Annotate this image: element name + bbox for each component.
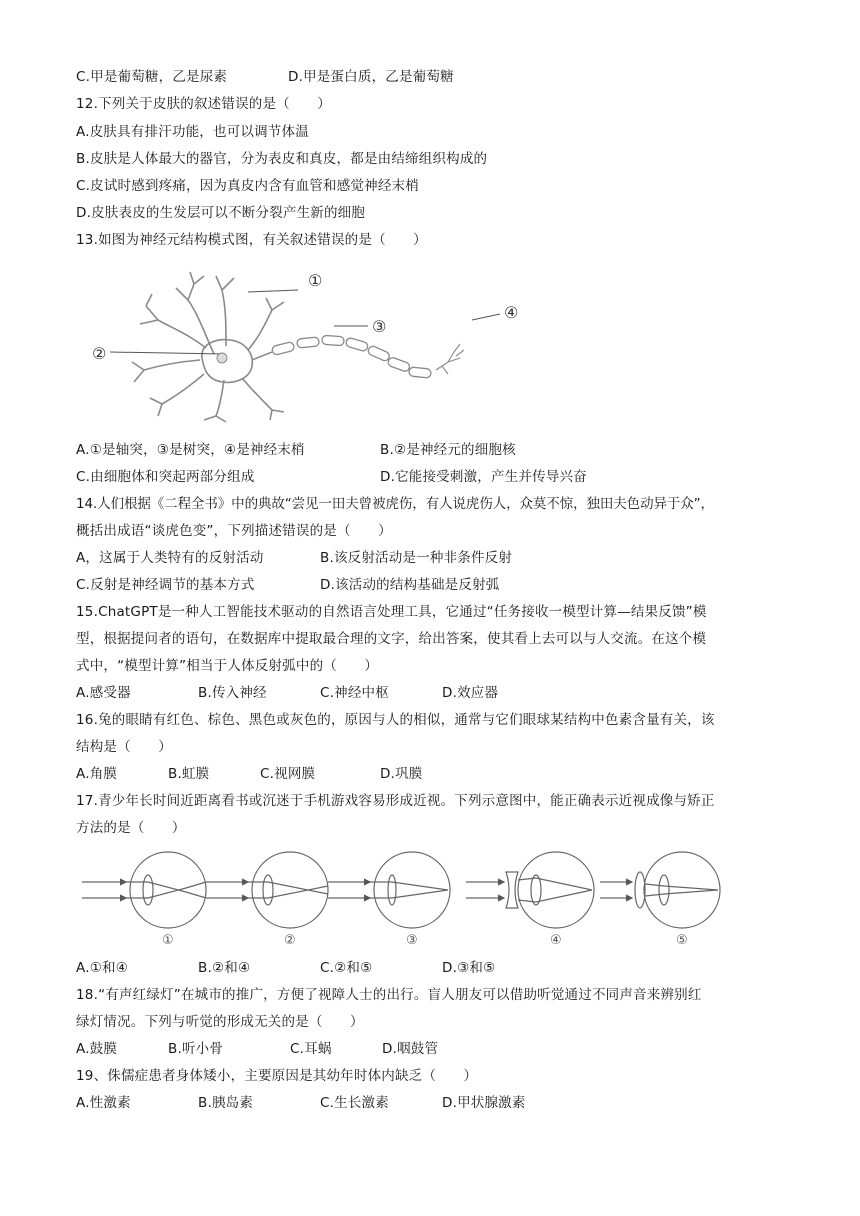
q18-option-c: C.耳蜗 bbox=[290, 1041, 332, 1057]
q15-option-a: A.感受器 bbox=[76, 685, 131, 701]
q17-stem-2: 方法的是（ ） bbox=[76, 820, 186, 836]
q16-stem-2: 结构是（ ） bbox=[76, 739, 172, 755]
q11-option-d: D.甲是蛋白质，乙是葡萄糖 bbox=[288, 69, 454, 85]
eye-label-2: ② bbox=[284, 933, 296, 948]
eye-diagram-3 bbox=[328, 852, 450, 928]
q15-option-b: B.传入神经 bbox=[198, 685, 267, 701]
q18-option-a: A.鼓膜 bbox=[76, 1041, 118, 1057]
eye-diagram-2 bbox=[206, 852, 328, 928]
q14-option-a: A，这属于人类特有的反射活动 bbox=[76, 550, 264, 566]
q13-option-c: C.由细胞体和突起两部分组成 bbox=[76, 469, 255, 485]
q16-option-b: B.虹膜 bbox=[168, 766, 210, 782]
eye-diagrams bbox=[76, 848, 736, 953]
q12-option-c: C.皮试时感到疼痛，因为真皮内含有血管和感觉神经末梢 bbox=[76, 178, 419, 194]
q14-option-d: D.该活动的结构基础是反射弧 bbox=[320, 577, 500, 593]
neuron-drawing bbox=[110, 272, 500, 422]
q17-stem-1: 17.青少年长时间近距离看书或沉迷于手机游戏容易形成近视。下列示意图中，能正确表示近视成像与矫正 bbox=[76, 793, 715, 809]
eye-diagram-1 bbox=[82, 852, 206, 928]
q15-option-d: D.效应器 bbox=[442, 685, 499, 701]
eye-label-5: ⑤ bbox=[676, 933, 688, 948]
q13-option-d: D.它能接受刺激，产生并传导兴奋 bbox=[380, 469, 587, 485]
q13-stem: 13.如图为神经元结构模式图，有关叙述错误的是（ ） bbox=[76, 232, 427, 248]
eye-label-3: ③ bbox=[406, 933, 418, 948]
q15-stem-2: 型，根据提问者的语句，在数据库中提取最合理的文字，给出答案，使其看上去可以与人交流。在这个模 bbox=[76, 631, 707, 647]
q18-option-b: B.听小骨 bbox=[168, 1041, 224, 1057]
q14-option-b: B.该反射活动是一种非条件反射 bbox=[320, 550, 513, 566]
label-3: ③ bbox=[372, 317, 387, 336]
q17-option-b: B.②和④ bbox=[198, 960, 251, 976]
label-1: ① bbox=[308, 271, 323, 290]
eye-diagram-5 bbox=[600, 852, 720, 928]
q12-stem: 12.下列关于皮肤的叙述错误的是（ ） bbox=[76, 96, 331, 112]
myelin-sheath bbox=[271, 335, 431, 378]
cell-nucleus bbox=[217, 353, 227, 363]
q15-stem-1: 15.ChatGPT是一种人工智能技术驱动的自然语言处理工具，它通过“任务接收一模型计算—结果反馈”模 bbox=[76, 604, 707, 620]
q19-stem: 19、侏儒症患者身体矮小，主要原因是其幼年时体内缺乏（ ） bbox=[76, 1068, 478, 1084]
q13-option-b: B.②是神经元的细胞核 bbox=[380, 442, 516, 458]
q17-option-d: D.③和⑤ bbox=[442, 960, 496, 976]
q19-option-a: A.性激素 bbox=[76, 1095, 131, 1111]
q14-stem-2: 概括出成语“谈虎色变”，下列描述错误的是（ ） bbox=[76, 523, 392, 539]
q15-stem-3: 式中，“模型计算”相当于人体反射弧中的（ ） bbox=[76, 658, 379, 674]
neuron-diagram bbox=[76, 262, 546, 427]
q18-option-d: D.咽鼓管 bbox=[382, 1041, 439, 1057]
q16-option-d: D.巩膜 bbox=[380, 766, 423, 782]
q15-option-c: C.神经中枢 bbox=[320, 685, 389, 701]
q16-option-a: A.角膜 bbox=[76, 766, 118, 782]
q12-option-d: D.皮肤表皮的生发层可以不断分裂产生新的细胞 bbox=[76, 205, 366, 221]
q11-option-c: C.甲是葡萄糖，乙是尿素 bbox=[76, 69, 228, 85]
q16-stem-1: 16.兔的眼睛有红色、棕色、黑色或灰色的，原因与人的相似，通常与它们眼球某结构中色素含量有关，该 bbox=[76, 712, 715, 728]
q17-option-c: C.②和⑤ bbox=[320, 960, 373, 976]
q16-option-c: C.视网膜 bbox=[260, 766, 316, 782]
q12-option-b: B.皮肤是人体最大的器官，分为表皮和真皮，都是由结缔组织构成的 bbox=[76, 151, 488, 167]
q19-option-b: B.胰岛素 bbox=[198, 1095, 254, 1111]
q14-stem-1: 14.人们根据《二程全书》中的典故“尝见一田夫曾被虎伤，有人说虎伤人，众莫不惊，独田夫色动异于众”， bbox=[76, 496, 714, 512]
q19-option-d: D.甲状腺激素 bbox=[442, 1095, 526, 1111]
eye-label-4: ④ bbox=[550, 933, 562, 948]
q19-option-c: C.生长激素 bbox=[320, 1095, 389, 1111]
q17-option-a: A.①和④ bbox=[76, 960, 128, 976]
q18-stem-2: 绿灯情况。下列与听觉的形成无关的是（ ） bbox=[76, 1014, 364, 1030]
q13-option-a: A.①是轴突，③是树突，④是神经末梢 bbox=[76, 442, 305, 458]
eye-label-1: ① bbox=[162, 933, 174, 948]
label-4: ④ bbox=[504, 303, 519, 322]
q12-option-a: A.皮肤具有排汗功能，也可以调节体温 bbox=[76, 124, 309, 140]
label-2: ② bbox=[92, 344, 107, 363]
q14-option-c: C.反射是神经调节的基本方式 bbox=[76, 577, 255, 593]
q18-stem-1: 18.“有声红绿灯”在城市的推广，方便了视障人士的出行。盲人朋友可以借助听觉通过不同声音来辨别红 bbox=[76, 987, 702, 1003]
eye-diagram-4 bbox=[466, 852, 594, 928]
